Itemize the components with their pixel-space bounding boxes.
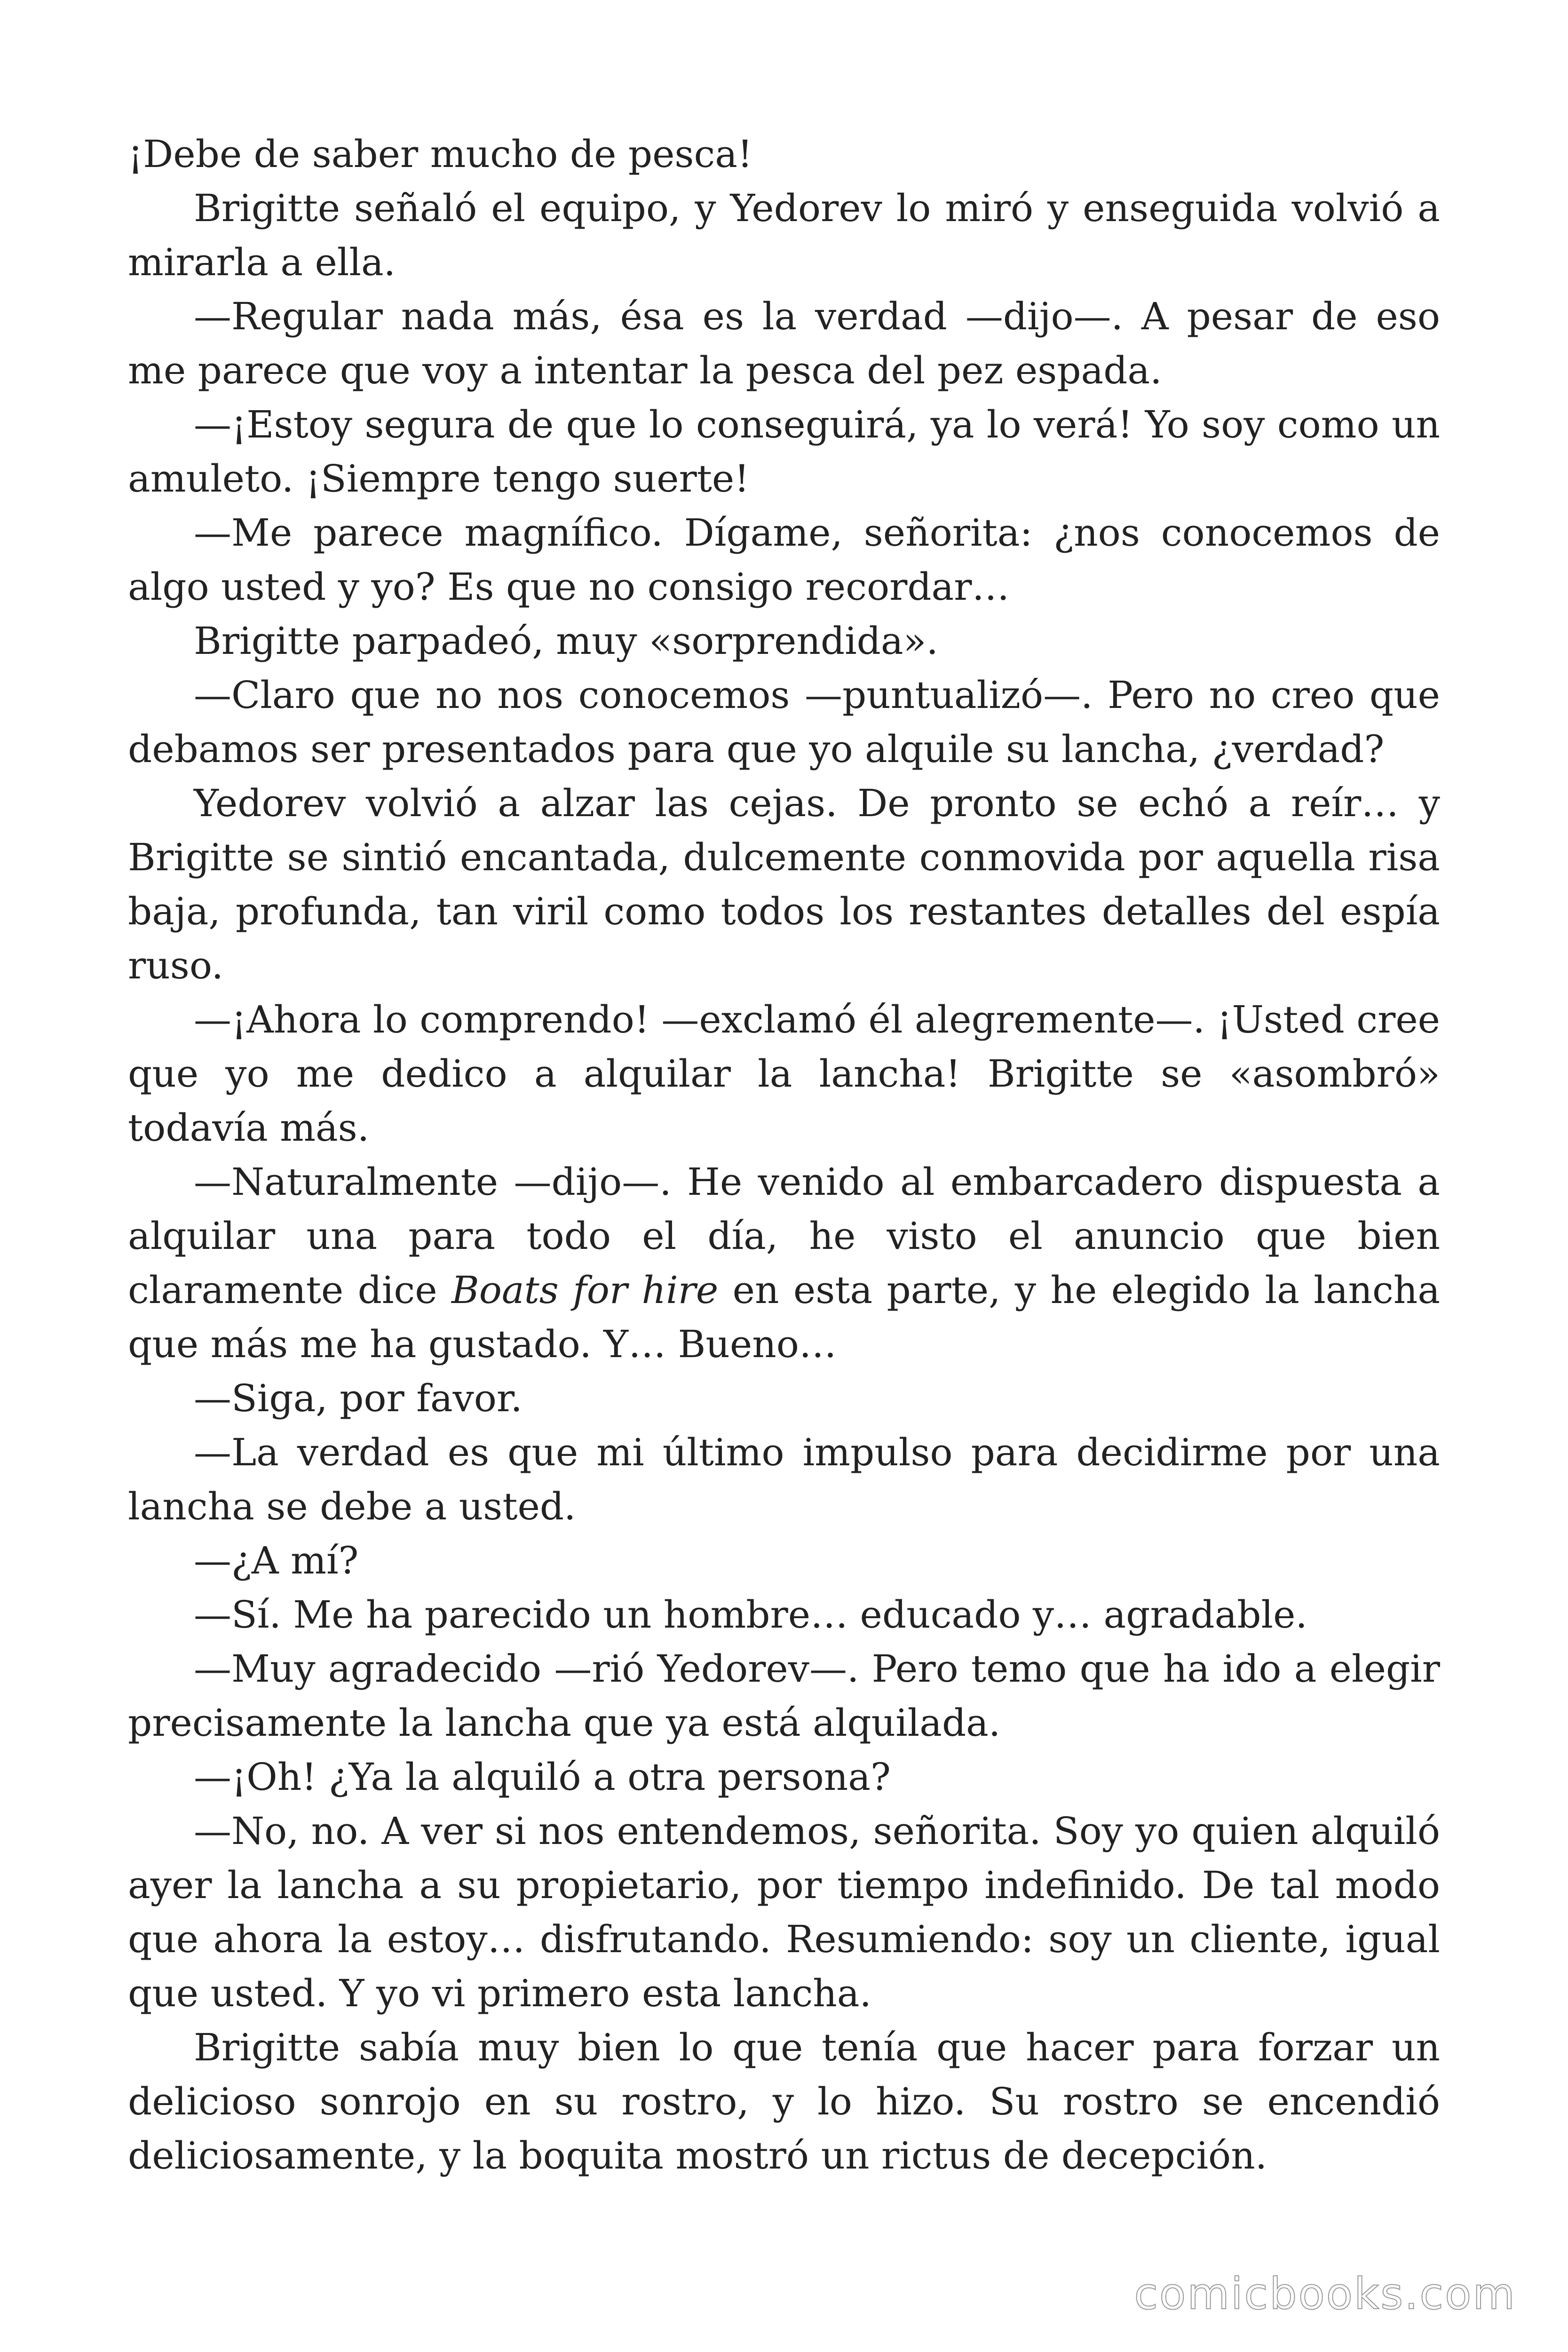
paragraph-16: —¡Oh! ¿Ya la alquiló a otra persona? [194, 1755, 891, 1799]
paragraph-9: —¡Ahora lo comprendo! —exclamó él alegremente—. ¡Usted cree que yo me dedico a alquilar la lancha! Brigitte se «asombró» todavía más. [128, 998, 1440, 1150]
paragraph-10-before: —Naturalmente —dijo—. He venido al embarcadero dispuesta a alquilar una para todo el día, he visto el anuncio que bien claramente dice [128, 1160, 1440, 1312]
paragraph-1: ¡Debe de saber mucho de pesca! [128, 132, 753, 176]
watermark: comicbooks.com [1134, 2269, 1516, 2319]
paragraph-11: —Siga, por favor. [194, 1376, 523, 1420]
paragraph-15: —Muy agradecido —rió Yedorev—. Pero temo que ha ido a elegir precisamente la lancha que ya está alquilada. [128, 1647, 1440, 1745]
paragraph-12: —La verdad es que mi último impulso para decidirme por una lancha se debe a usted. [128, 1430, 1440, 1528]
paragraph-10-italic: Boats for hire [451, 1268, 719, 1312]
paragraph-13: —¿A mí? [194, 1539, 359, 1582]
paragraph-18: Brigitte sabía muy bien lo que tenía que hacer para forzar un delicioso sonrojo en su rostro, y lo hizo. Su rostro se encendió deliciosamente, y la boquita mostró un rictus de decepción. [128, 2026, 1440, 2177]
page-body [128, 127, 1440, 2183]
paragraph-4: —¡Estoy segura de que lo conseguirá, ya lo verá! Yo soy como un amuleto. ¡Siempre tengo suerte! [128, 403, 1440, 501]
paragraph-17: —No, no. A ver si nos entendemos, señorita. Soy yo quien alquiló ayer la lancha a su propietario, por tiempo indefinido. De tal modo que ahora la estoy… disfrutando. Resumiendo: soy un cliente, igual que usted. Y yo vi primero esta lancha. [128, 1809, 1440, 2015]
paragraph-5: —Me parece magnífico. Dígame, señorita: ¿nos conocemos de algo usted y yo? Es que no consigo recordar… [128, 511, 1440, 609]
paragraph-10-after: en esta parte, y he elegido la lancha que más me ha gustado. Y… Bueno… [128, 1268, 1441, 1366]
paragraph-8: Yedorev volvió a alzar las cejas. De pronto se echó a reír… y Brigitte se sintió encantada, dulcemente conmovida por aquella risa baja, profunda, tan viril como todos los restantes detalles del espía ruso. [128, 781, 1440, 987]
paragraph-10 [128, 1155, 1440, 1371]
paragraph-6: Brigitte parpadeó, muy «sorprendida». [194, 619, 938, 663]
paragraph-3: —Regular nada más, ésa es la verdad —dijo—. A pesar de eso me parece que voy a intentar la pesca del pez espada. [128, 294, 1440, 392]
paragraph-7: —Claro que no nos conocemos —puntualizó—. Pero no creo que debamos ser presentados para que yo alquile su lancha, ¿verdad? [128, 673, 1440, 771]
paragraph-2: Brigitte señaló el equipo, y Yedorev lo miró y enseguida volvió a mirarla a ella. [128, 186, 1440, 284]
paragraph-14: —Sí. Me ha parecido un hombre… educado y… agradable. [194, 1593, 1307, 1637]
